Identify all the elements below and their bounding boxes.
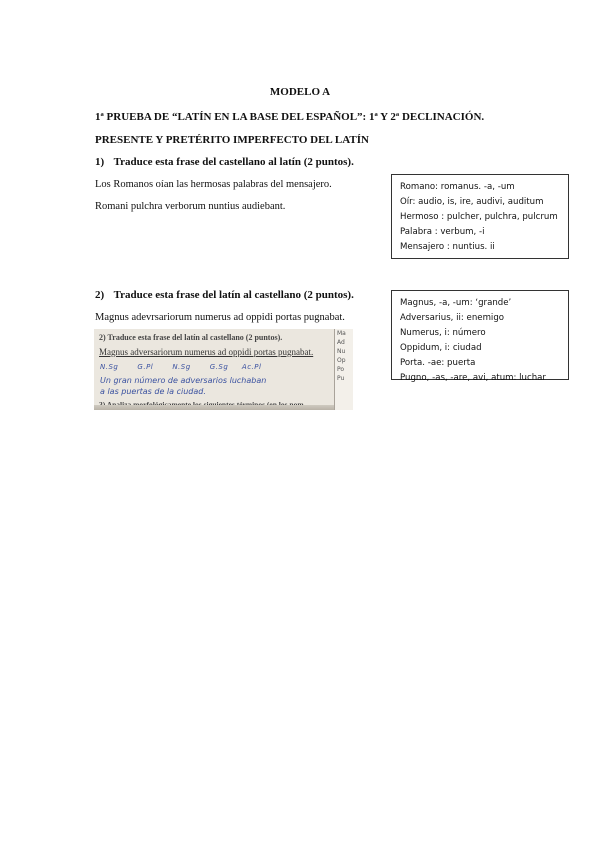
- question-1-answer: Romani pulchra verborum nuntius audiebant.: [95, 201, 286, 212]
- question-2-prompt: [95, 289, 354, 301]
- vocab-entry: Oír: audio, is, ire, audivi, auditum: [400, 197, 544, 207]
- document-title: MODELO A: [269, 86, 331, 98]
- vocab-entry: Numerus, i: número: [400, 328, 486, 338]
- vocab-entry: Magnus, -a, -um: ‘grande’: [400, 298, 512, 308]
- question-1-sentence: Los Romanos oían las hermosas palabras del mensajero.: [95, 179, 332, 190]
- photo-latin-sentence: Magnus adversariorum numerus ad oppidi portas pugnabat.: [99, 347, 314, 357]
- handwritten-translation-line-1: Un gran número de adversarios luchaban: [100, 376, 267, 385]
- question-2-number: 2): [95, 289, 105, 301]
- vocab-entry: Oppidum, i: ciudad: [400, 343, 482, 353]
- vocabulary-box-1: [391, 174, 569, 259]
- question-2-text: Traduce esta frase del latín al castellano (2 puntos).: [113, 289, 354, 301]
- handwritten-translation-line-2: a las puertas de la ciudad.: [100, 387, 206, 396]
- photo-shadow: [94, 405, 353, 410]
- vocab-entry: Adversarius, ii: enemigo: [400, 313, 505, 323]
- handwritten-grammar-tags: N.Sg G.Pl N.Sg G.Sg Ac.Pl: [100, 363, 262, 371]
- question-1-prompt: [95, 156, 354, 168]
- question-2-sentence: Magnus adevrsariorum numerus ad oppidi portas pugnabat.: [95, 312, 345, 323]
- vocab-entry: Romano: romanus. -a, -um: [400, 182, 515, 192]
- question-1-text: Traduce esta frase del castellano al latín (2 puntos).: [113, 156, 354, 168]
- photo-question-title: 2) Traduce esta frase del latín al castellano (2 puntos).: [99, 333, 283, 342]
- vocab-entry: Pugno, -as, -are, avi, atum: luchar: [400, 373, 546, 383]
- handwritten-answer-photo: [94, 329, 353, 410]
- vocabulary-box-2: [391, 290, 569, 383]
- exam-heading: 1ª PRUEBA DE “LATÍN EN LA BASE DEL ESPAÑOL”: 1ª Y 2ª DECLINACIÓN.: [95, 111, 485, 123]
- vocab-entry: Mensajero : nuntius. ii: [400, 242, 495, 252]
- question-1-number: 1): [95, 156, 105, 168]
- vocab-entry: Palabra : verbum, -i: [400, 227, 485, 237]
- exam-subheading: PRESENTE Y PRETÉRITO IMPERFECTO DEL LATÍN: [95, 134, 369, 146]
- photo-vocab-margin: Ma Ad Nu Op Po Pu: [334, 329, 353, 410]
- vocab-entry: Porta. -ae: puerta: [400, 358, 476, 368]
- vocab-entry: Hermoso : pulcher, pulchra, pulcrum: [400, 212, 558, 222]
